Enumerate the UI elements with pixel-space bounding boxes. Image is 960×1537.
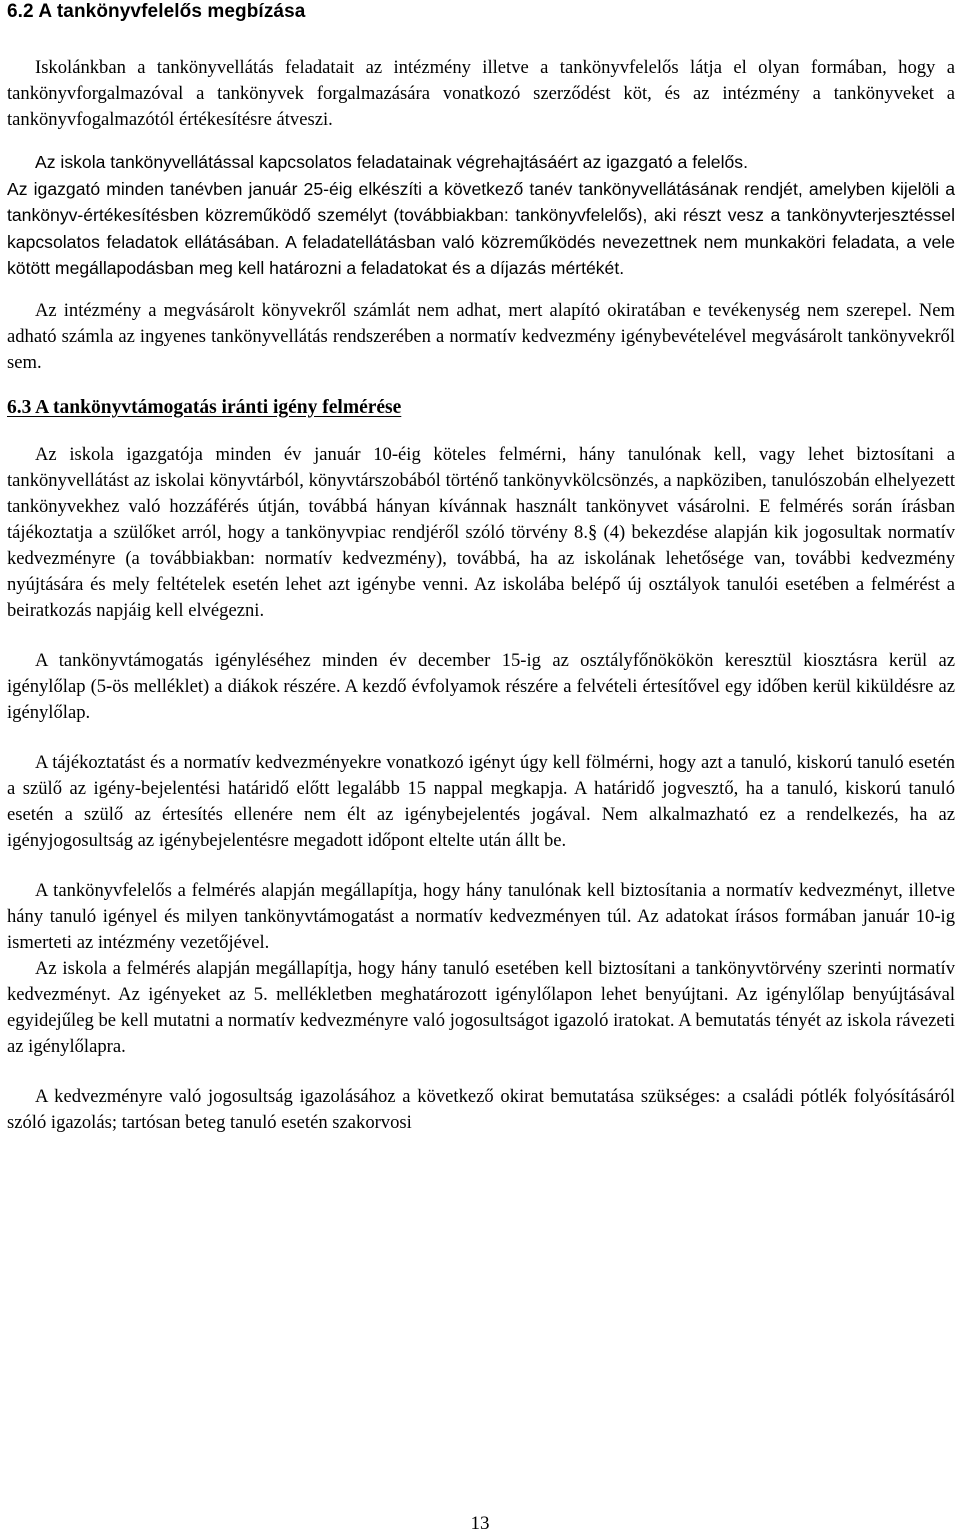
section-heading-6-2: 6.2 A tankönyvfelelős megbízása [7,1,306,22]
paragraph-tankonyvfelelos-felmeres: A tankönyvfelelős a felmérés alapján megállapítja, hogy hány tanulónak kell biztosítania a normatív kedvezményt, illetve hány tanuló igényel és milyen tankönyvtámogatást a normatív kedvezményen túl. Az adatokat írásos formában január 10-ig ismerteti az intézmény vezetőjével. [7,879,955,953]
page-number: 13 [470,1513,490,1534]
paragraph-igenylolap: A tankönyvtámogatás igényléséhez minden év december 15-ig az osztályfőnökökön keresztül kiosztásra kerül az igénylőlap (5-ös melléklet) a diákok részére. A kezdő évfolyamok részére a felvételi értesítővel egy időben kerül kiküldésre az igénylőlap. [7,649,955,723]
section-heading-6-3: 6.3 A tankönyvtámogatás iránti igény felmérése [7,396,402,418]
paragraph-tankonyvfelelos-kijelolese: Az igazgató minden tanévben január 25-éig elkészíti a következő tanév tankönyvellátásának rendjét, amelyben kijelöli a tankönyv-értékesítésben közreműködő személyt (továbbiakban: tankönyvfelelős), aki részt vesz a tankönyvterjesztéssel kapcsolatos feladatok ellátásában. A feladatellátásban való közreműködés nevezettnek nem munkaköri feladata, a vele kötött megállapodásban meg kell határozni a feladatokat és a díjazás mértékét. [7,178,955,278]
document-page [7,0,955,1136]
paragraph-jogosultsag-igazolasa: A kedvezményre való jogosultság igazolásához a következő okirat bemutatása szükséges: a családi pótlék folyósításáról szóló igazolás; tartósan beteg tanuló esetén szakorvosi [7,1085,955,1133]
paragraph-tajekoztatas: A tájékoztatást és a normatív kedvezményekre vonatkozó igényt úgy kell fölmérni, hogy azt a tanuló, kiskorú tanuló esetén a szülő az igény-bejelentési határidő előtt legalább 15 nappal megkapja. A határidő jogvesztő, ha a tanuló, kiskorú tanuló esetén a szülő az értesítés ellenére nem élt az igénybejelentés jogával. Nem alkalmazható ez a rendelkezés, ha az igényjogosultság az igénybejelentésre megadott időpont eltelte után állt be. [7,751,955,851]
paragraph-normativ-kedvezmeny: Az iskola a felmérés alapján megállapítja, hogy hány tanuló esetében kell biztosítani a tankönyvtörvény szerinti normatív kedvezményt. Az igényeket az 5. mellékletben meghatározott igénylőlapon lehet benyújtani. Az igénylőlap benyújtásával egyidejűleg be kell mutatni a normatív kedvezményre való jogosultságot igazoló iratokat. A bemutatás tényét az iskola rávezeti az igénylőlapra. [7,957,955,1057]
paragraph-igeny-felmerese: Az iskola igazgatója minden év január 10-éig köteles felmérni, hány tanulónak kell, vagy lehet biztosítani a tankönyvellátást az iskolai könyvtárból, könyvtárszobából történő tankönyvkölcsönzés, a napköziben, tanulószobán elhelyezett tankönyvekhez való hozzáférés útján, továbbá hányan kívánnak használt tankönyvet vásárolni. E felmérés során írásban tájékoztatja a szülőket arról, hogy a tankönyvpiac rendjéről szóló törvény 8.§ (4) bekezdése alapján kik jogosultak normatív kedvezményre (a továbbiakban: normatív kedvezmény), továbbá, ha az iskolának lehetősége van, további kedvezmény nyújtására és mely feltételek esetén lehet azt igénybe venni. Az iskolába belépő új osztályok tanulói esetében a felmérést a beiratkozás napjáig kell elvégezni. [7,443,955,621]
paragraph-igazgato-felelos: Az iskola tankönyvellátással kapcsolatos feladatainak végrehajtásáért az igazgató a felelős. [35,152,748,172]
paragraph-szamla: Az intézmény a megvásárolt könyvekről számlát nem adhat, mert alapító okiratában e tevékenység nem szerepel. Nem adható számla az ingyenes tankönyvellátás rendszerében a normatív kedvezmény igénybevételével megvásárolt tankönyvekről sem. [7,299,955,373]
paragraph-tankonyvellatas-feladatai: Iskolánkban a tankönyvellátás feladatait az intézmény illetve a tankönyvfelelős látja el olyan formában, hogy a tankönyvforgalmazóval a tankönyvek forgalmazására vonatkozó szerződést köt, és az intézmény a tankönyveket a tankönyvfogalmazótól értékesítésre átveszi. [7,57,955,130]
